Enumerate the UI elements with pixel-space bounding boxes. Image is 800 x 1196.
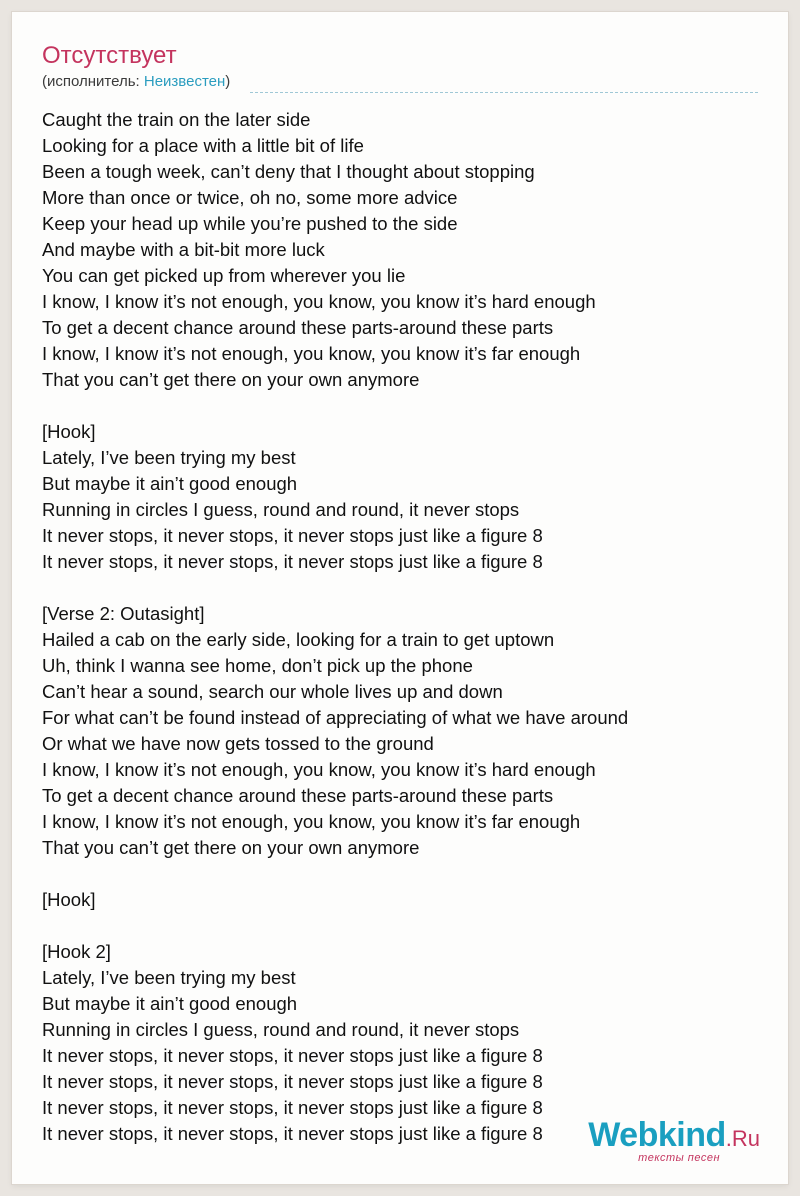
- lyric-line: It never stops, it never stops, it never stops just like a figure 8: [42, 1045, 543, 1066]
- lyric-line: But maybe it ain’t good enough: [42, 473, 298, 494]
- lyric-line: I know, I know it’s not enough, you know, you know it’s hard enough: [42, 291, 596, 312]
- lyric-line: It never stops, it never stops, it never stops just like a figure 8: [42, 525, 543, 546]
- lyric-line: It never stops, it never stops, it never stops just like a figure 8: [42, 1071, 543, 1092]
- artist-line: [42, 73, 230, 91]
- lyric-line: For what can’t be found instead of appreciating of what we have around: [42, 707, 629, 728]
- song-title: Отсутствует: [42, 42, 177, 69]
- lyric-line: [Verse 2: Outasight]: [42, 603, 205, 624]
- lyric-blank-line: [42, 913, 762, 939]
- artist-link[interactable]: Неизвестен: [143, 73, 226, 90]
- lyric-line: Running in circles I guess, round and round, it never stops: [42, 1019, 520, 1040]
- lyric-line: Can’t hear a sound, search our whole lives up and down: [42, 681, 503, 702]
- page-sheet: [12, 12, 788, 1184]
- lyric-line: That you can’t get there on your own anymore: [42, 369, 420, 390]
- logo-wordmark: [588, 1118, 760, 1156]
- lyric-line: It never stops, it never stops, it never stops just like a figure 8: [42, 551, 543, 572]
- lyric-blank-line: [42, 393, 762, 419]
- lyric-line: You can get picked up from wherever you lie: [42, 265, 406, 286]
- lyric-line: It never stops, it never stops, it never stops just like a figure 8: [42, 1097, 543, 1118]
- lyric-line: And maybe with a bit-bit more luck: [42, 239, 325, 260]
- lyric-line: But maybe it ain’t good enough: [42, 993, 298, 1014]
- lyric-line: Uh, think I wanna see home, don’t pick up the phone: [42, 655, 473, 676]
- logo-tagline: тексты песен: [638, 1152, 720, 1164]
- lyric-line: [Hook 2]: [42, 941, 111, 962]
- lyric-blank-line: [42, 861, 762, 887]
- lyric-line: More than once or twice, oh no, some more advice: [42, 187, 458, 208]
- lyric-line: Hailed a cab on the early side, looking for a train to get uptown: [42, 629, 555, 650]
- logo-brand: Webkind: [588, 1116, 726, 1154]
- lyric-line: I know, I know it’s not enough, you know, you know it’s far enough: [42, 343, 581, 364]
- site-logo[interactable]: [588, 1118, 760, 1164]
- lyric-line: Been a tough week, can’t deny that I thought about stopping: [42, 161, 535, 182]
- lyric-line: [Hook]: [42, 889, 96, 910]
- artist-suffix: ): [225, 73, 231, 90]
- lyric-line: To get a decent chance around these parts-around these parts: [42, 317, 554, 338]
- lyric-line: Running in circles I guess, round and round, it never stops: [42, 499, 520, 520]
- logo-tld: .Ru: [725, 1126, 760, 1151]
- lyric-line: Lately, I’ve been trying my best: [42, 967, 296, 988]
- lyric-line: [Hook]: [42, 421, 96, 442]
- lyric-line: Looking for a place with a little bit of life: [42, 135, 364, 156]
- lyric-line: I know, I know it’s not enough, you know, you know it’s far enough: [42, 811, 581, 832]
- header-divider: [250, 92, 758, 93]
- lyrics-body: [42, 107, 762, 1147]
- lyric-line: Lately, I’ve been trying my best: [42, 447, 296, 468]
- lyric-line: It never stops, it never stops, it never stops just like a figure 8: [42, 1123, 543, 1144]
- artist-prefix: (исполнитель:: [42, 73, 144, 90]
- lyric-line: That you can’t get there on your own anymore: [42, 837, 420, 858]
- lyric-line: To get a decent chance around these parts-around these parts: [42, 785, 554, 806]
- lyric-line: Or what we have now gets tossed to the ground: [42, 733, 434, 754]
- lyric-line: I know, I know it’s not enough, you know, you know it’s hard enough: [42, 759, 596, 780]
- lyric-line: Caught the train on the later side: [42, 109, 311, 130]
- lyric-line: Keep your head up while you’re pushed to the side: [42, 213, 458, 234]
- lyric-blank-line: [42, 575, 762, 601]
